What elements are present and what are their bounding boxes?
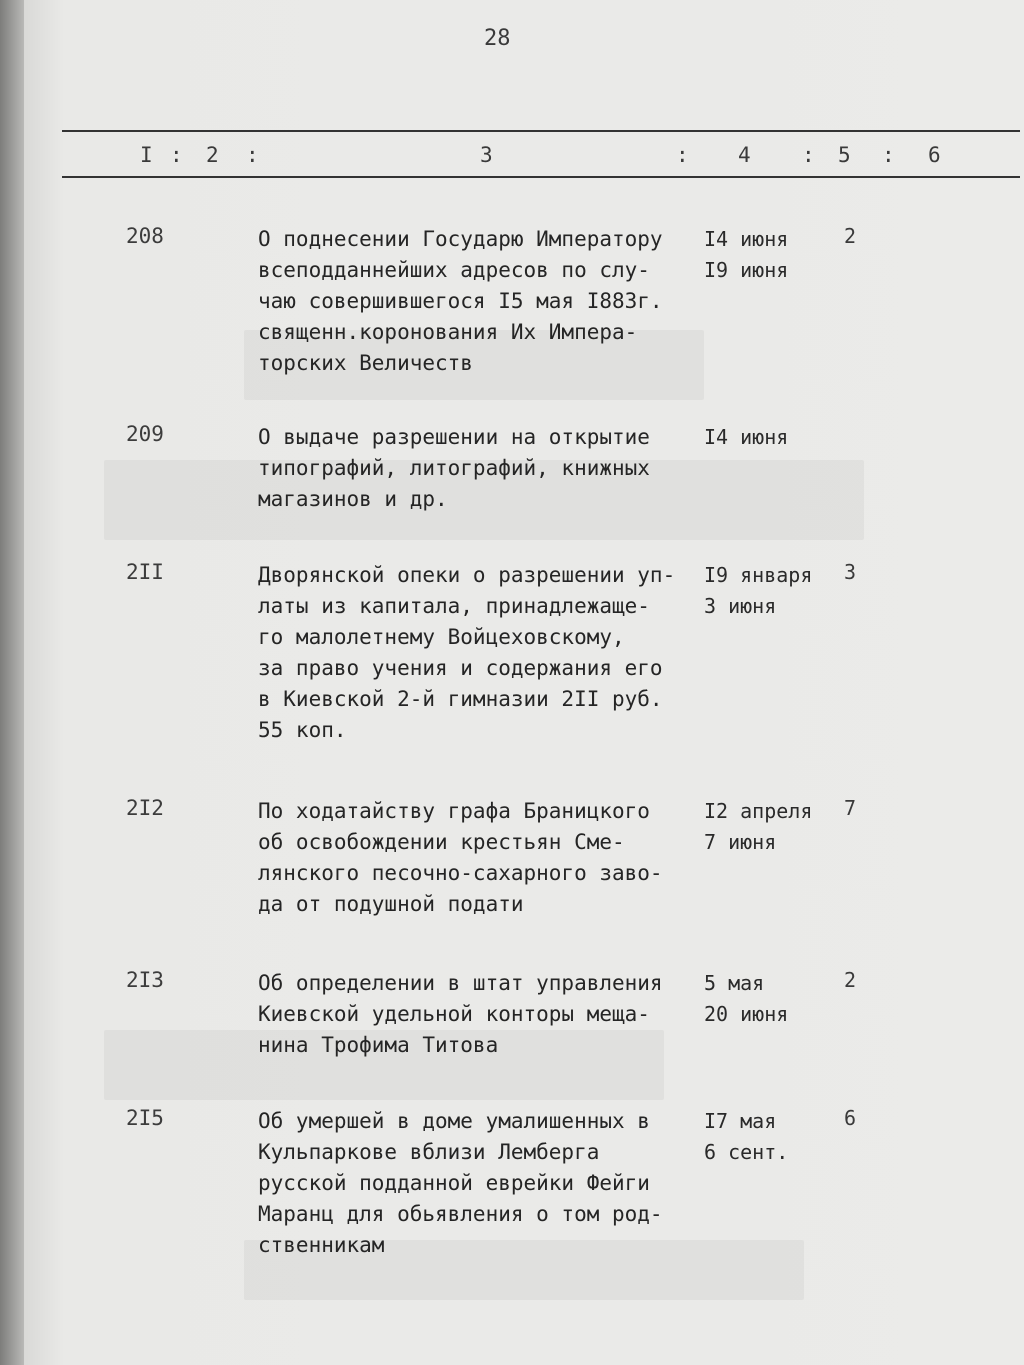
entry-description: О поднесении Государю Императору всеподданнейших адресов по слу- чаю совершившегося I5 мая I883г. священн.коронования Их Импера- торских Величеств [258,227,663,375]
entry-sheets: 7 [844,796,857,820]
column-separator: : [246,143,259,167]
entry-number: 208 [126,224,164,248]
entry-sheets: 2 [844,968,857,992]
column-separator: : [802,143,815,167]
entry-description: Об определении в штат управления Киевской удельной конторы меща- нина Трофима Титова [258,971,663,1057]
entry-number: 2I5 [126,1106,164,1130]
entry-dates: I4 июня I9 июня [704,227,789,282]
page-number: 28 [484,26,511,51]
column-separator: : [882,143,895,167]
entry-number: 2I3 [126,968,164,992]
entry-number: 209 [126,422,164,446]
entry-sheets: 3 [844,560,857,584]
column-separator: : [676,143,689,167]
entry-dates: I9 января 3 июня [704,563,813,618]
column-separator: : [170,143,183,167]
column-header: I [140,143,153,167]
book-spine [0,0,24,1365]
document-page [24,0,1024,1365]
entry-description: По ходатайству графа Браницкого об освобождении крестьян Сме- лянского песочно-сахарного заво- да от подушной подати [258,799,663,916]
entry-sheets: 2 [844,224,857,248]
entry-description: Об умершей в доме умалишенных в Кульпаркове вблизи Лемберга русской подданной еврейки Фейги Маранц для обьявления о том род- ственникам [258,1109,663,1257]
entry-dates: 5 мая 20 июня [704,971,789,1026]
column-header: 6 [928,143,941,167]
entry-dates: I4 июня [704,425,789,449]
column-header: 4 [738,143,751,167]
column-header: 5 [838,143,851,167]
entry-description: О выдаче разрешении на открытие типографий, литографий, книжных магазинов и др. [258,425,650,511]
entry-number: 2II [126,560,164,584]
entry-sheets: 6 [844,1106,857,1130]
entry-number: 2I2 [126,796,164,820]
entry-dates: I2 апреля 7 июня [704,799,813,854]
entry-dates: I7 мая 6 сент. [704,1109,789,1164]
entry-description: Дворянской опеки о разрешении уп- латы из капитала, принадлежаще- го малолетнему Войцеховскому, за право учения и содержания его в Киевской 2-й гимназии 2II руб. 55 коп. [258,563,676,742]
column-header: 2 [206,143,219,167]
column-header: 3 [480,143,493,167]
entries-list [24,0,1024,1365]
